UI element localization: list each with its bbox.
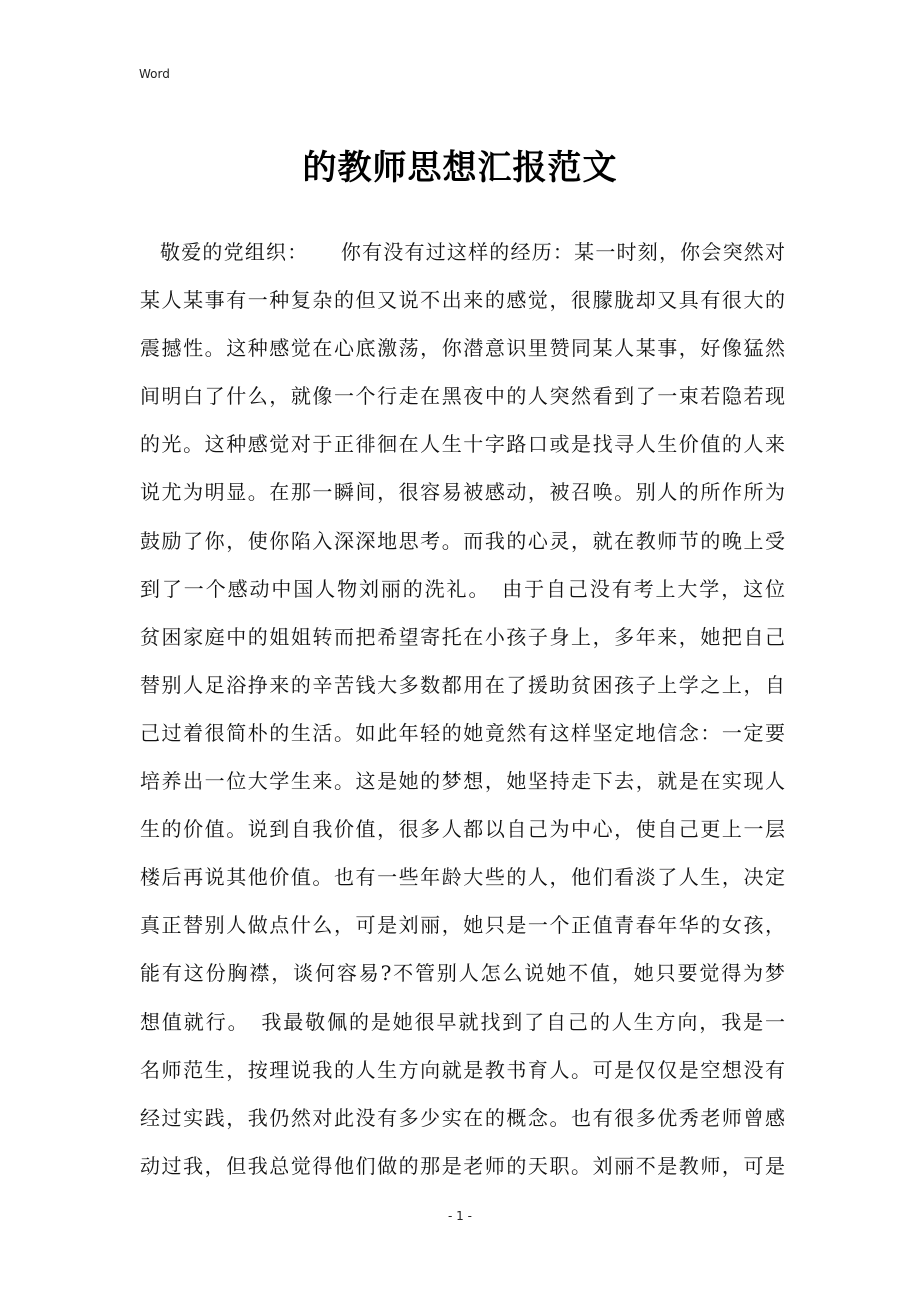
body-line: 间明白了什么，就像一个行走在黑夜中的人突然看到了一束若隐若现	[140, 384, 785, 409]
body-line: 的光。这种感觉对于正徘徊在人生十字路口或是找寻人生价值的人来	[140, 432, 785, 457]
document-body	[140, 228, 785, 1190]
body-line: 贫困家庭中的姐姐转而把希望寄托在小孩子身上，多年来，她把自己	[140, 624, 785, 649]
body-line: 说尤为明显。在那一瞬间，很容易被感动，被召唤。别人的所作所为	[140, 480, 785, 505]
body-line: 名师范生，按理说我的人生方向就是教书育人。可是仅仅是空想没有	[140, 1057, 785, 1082]
body-line: 真正替别人做点什么，可是刘丽，她只是一个正值青春年华的女孩，	[140, 913, 785, 938]
body-line: 震撼性。这种感觉在心底激荡，你潜意识里赞同某人某事，好像猛然	[140, 336, 785, 361]
body-line: 敬爱的党组织： 你有没有过这样的经历：某一时刻，你会突然对	[160, 240, 785, 264]
body-line: 动过我，但我总觉得他们做的那是老师的天职。刘丽不是教师，可是	[140, 1153, 785, 1178]
body-line: 到了一个感动中国人物刘丽的洗礼。 由于自己没有考上大学，这位	[140, 576, 785, 601]
body-line: 培养出一位大学生来。这是她的梦想，她坚持走下去，就是在实现人	[140, 769, 785, 794]
body-line: 能有这份胸襟，谈何容易?不管别人怎么说她不值，她只要觉得为梦	[140, 961, 785, 986]
body-line: 经过实践，我仍然对此没有多少实在的概念。也有很多优秀老师曾感	[140, 1105, 785, 1130]
body-line: 生的价值。说到自我价值，很多人都以自己为中心，使自己更上一层	[140, 817, 785, 842]
body-line: 替别人足浴挣来的辛苦钱大多数都用在了援助贫困孩子上学之上，自	[140, 672, 785, 697]
body-line: 某人某事有一种复杂的但又说不出来的感觉，很朦胧却又具有很大的	[140, 288, 785, 313]
body-line: 鼓励了你，使你陷入深深地思考。而我的心灵，就在教师节的晚上受	[140, 528, 785, 553]
page-number: - 1 -	[448, 1209, 472, 1223]
body-line: 己过着很简朴的生活。如此年轻的她竟然有这样坚定地信念：一定要	[140, 720, 785, 745]
document-title: 的教师思想汇报范文	[302, 148, 618, 188]
body-line: 想值就行。 我最敬佩的是她很早就找到了自己的人生方向，我是一	[140, 1009, 785, 1034]
header-label: Word	[139, 67, 170, 81]
body-line: 楼后再说其他价值。也有一些年龄大些的人，他们看淡了人生，决定	[140, 865, 785, 890]
